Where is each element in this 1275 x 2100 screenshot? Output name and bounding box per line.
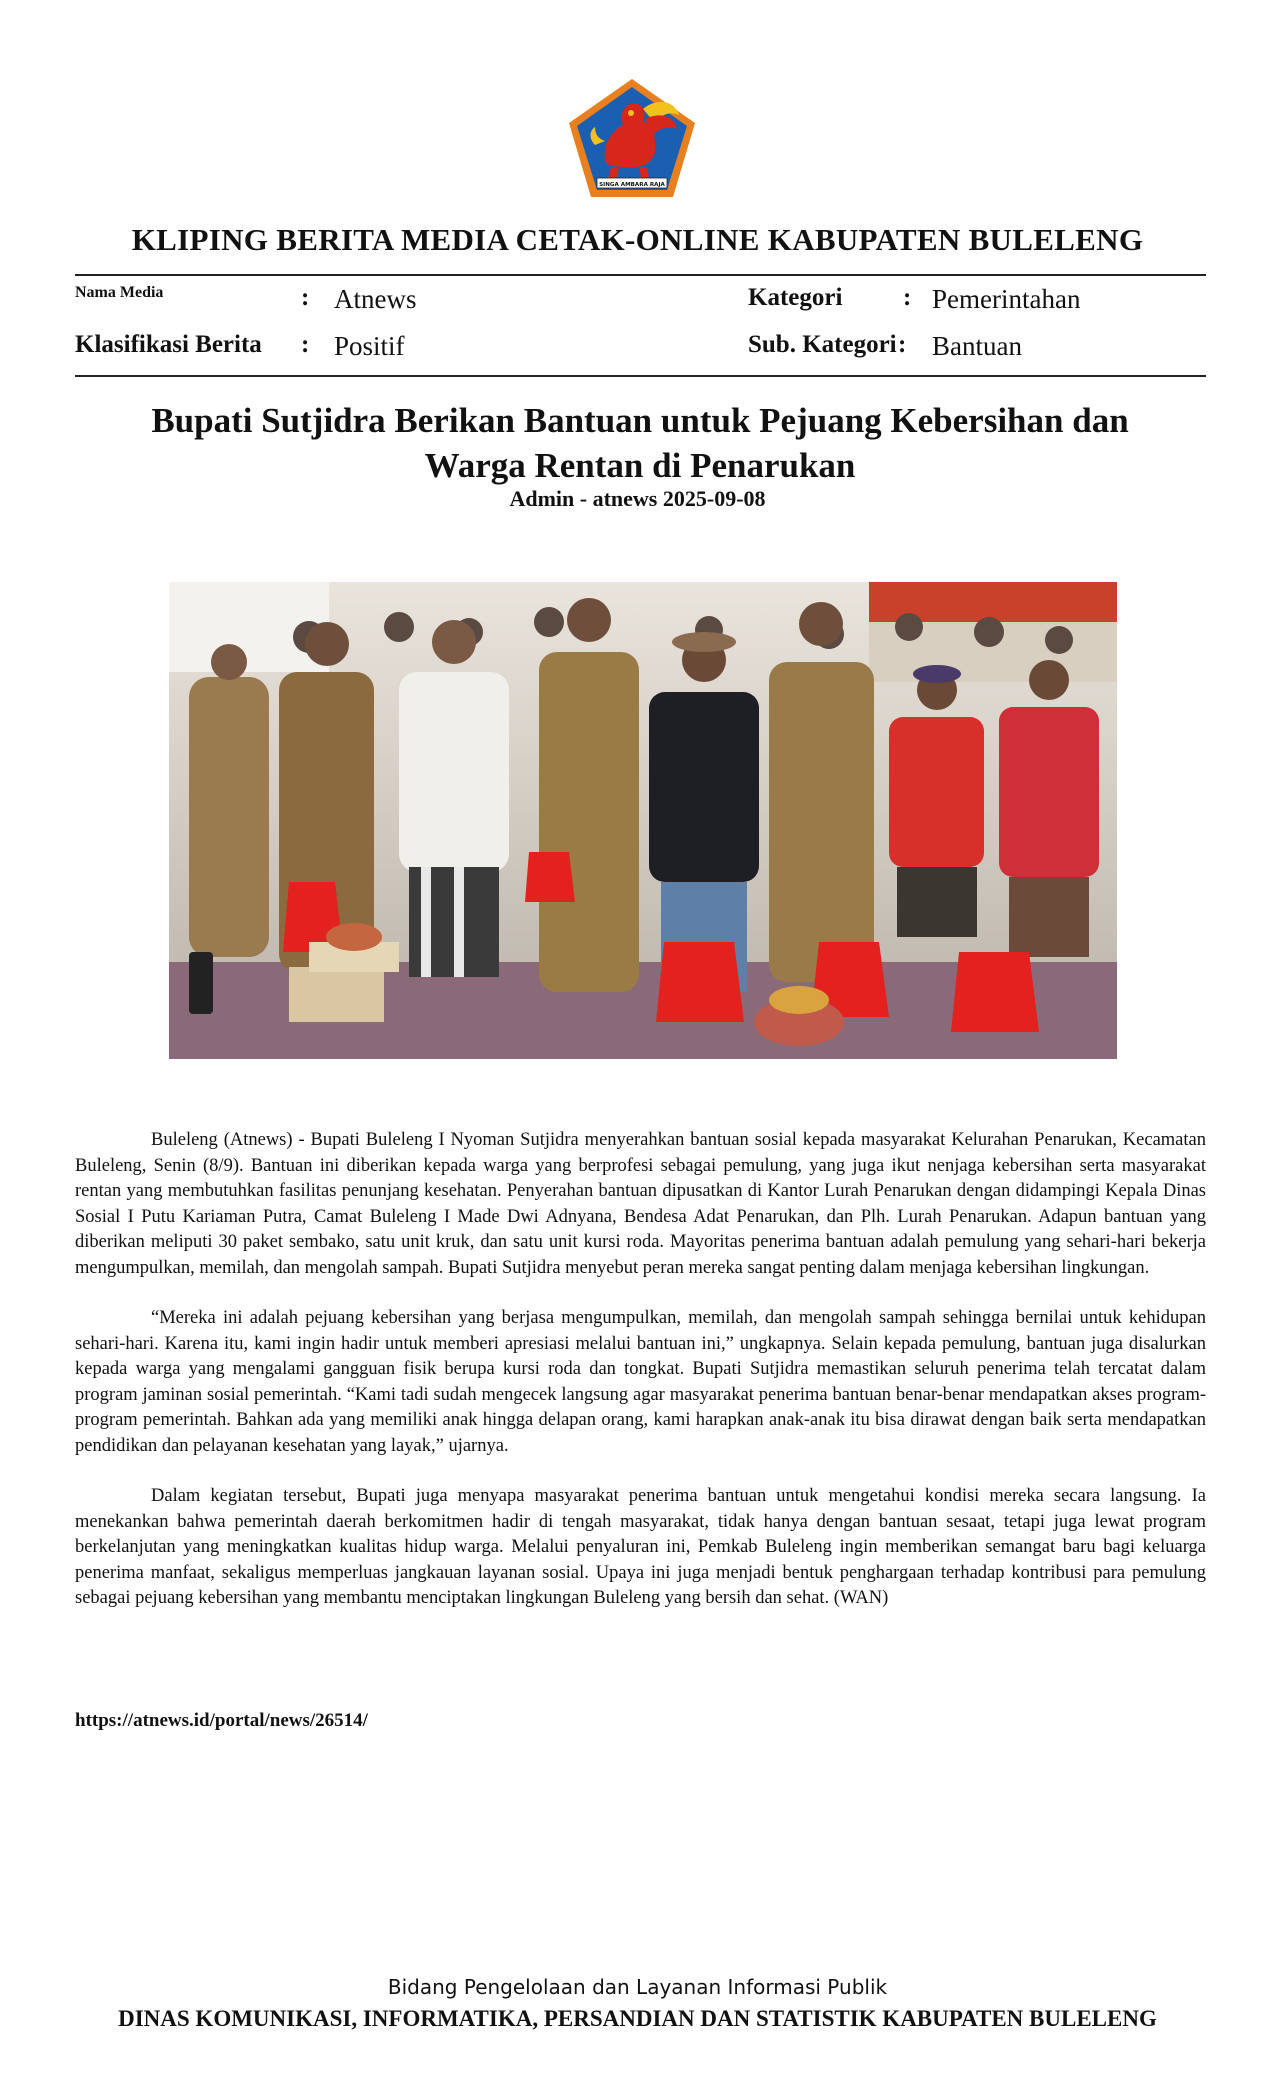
header-top-rule	[75, 274, 1206, 276]
clipping-header-title: KLIPING BERITA MEDIA CETAK-ONLINE KABUPATEN BULELENG	[131, 222, 1144, 257]
subcategory-label: Sub. Kategori	[748, 331, 897, 358]
media-name-label: Nama Media	[75, 284, 164, 301]
article-body	[75, 1128, 1206, 1637]
news-classification-colon: :	[301, 331, 310, 358]
subcategory-colon: :	[898, 331, 907, 358]
footer-agency-name: DINAS KOMUNIKASI, INFORMATIKA, PERSANDIAN DAN STATISTIK KABUPATEN BULELENG	[118, 2006, 1157, 2031]
buleleng-regency-logo	[565, 75, 699, 202]
singa-ambara-raja-emblem-icon	[565, 75, 699, 202]
article-paragraph: Dalam kegiatan tersebut, Bupati juga menyapa masyarakat penerima bantuan untuk mengetahui kondisi mereka secara langsung. Ia menekankan bahwa pemerintah daerah berkomitmen hadir di tengah masyarakat, tidak hanya dengan bantuan sesaat, tetapi juga lewat program berkelanjutan yang meningkatkan kualitas hidup warga. Melalui penyaluran ini, Pemkab Buleleng ingin memberikan semangat baru bagi keluarga penerima manfaat, sekaligus memperluas jangkauan layanan sosial. Upaya ini juga menjadi bentuk penghargaan terhadap kontribusi para pemulung sebagai pejuang kebersihan yang membantu menciptakan lingkungan Buleleng yang bersih dan sehat. (WAN)	[75, 1486, 1206, 1608]
category-label: Kategori	[748, 284, 843, 311]
news-classification-label: Klasifikasi Berita	[75, 331, 262, 358]
category-value: Pemerintahan	[932, 284, 1081, 314]
media-name-colon: :	[301, 284, 310, 311]
article-title: Bupati Sutjidra Berikan Bantuan untuk Pejuang Kebersihan dan Warga Rentan di Penarukan	[151, 401, 1129, 485]
subcategory-value: Bantuan	[932, 331, 1022, 361]
article-paragraph: “Mereka ini adalah pejuang kebersihan yang berjasa mengumpulkan, memilah, dan mengolah sampah sehingga bernilai untuk kehidupan sehari-hari. Karena itu, kami ingin hadir untuk memberi apresiasi melalui bantuan ini,” ungkapnya. Selain kepada pemulung, bantuan juga disalurkan kepada warga yang mengalami gangguan fisik berupa kursi roda dan tongkat. Bupati Sutjidra memastikan seluruh penerima telah tercatat dalam program jaminan sosial pemerintah. “Kami tadi sudah mengecek langsung agar masyarakat penerima bantuan benar-benar mendapatkan akses program-program pemerintah. Bahkan ada yang memiliki anak hingga delapan orang, kami harapkan anak-anak itu bisa dirawat dengan baik serta mendapatkan pendidikan dan pelayanan kesehatan yang layak,” ujarnya.	[75, 1308, 1206, 1456]
logo-banner-text: SINGA AMBARA RAJA	[599, 182, 665, 188]
group-photo-illustration	[169, 582, 1117, 1059]
media-name-value: Atnews	[334, 284, 417, 314]
news-classification-value: Positif	[334, 331, 405, 361]
article-paragraph: Buleleng (Atnews) - Bupati Buleleng I Nyoman Sutjidra menyerahkan bantuan sosial kepada masyarakat Kelurahan Penarukan, Kecamatan Buleleng, Senin (8/9). Bantuan ini diberikan kepada warga yang berprofesi sebagai pemulung, yang juga ikut nenjaga kebersihan serta masyarakat rentan yang membutuhkan fasilitas penunjang kesehatan. Penyerahan bantuan dipusatkan di Kantor Lurah Penarukan dengan didampingi Kepala Dinas Sosial I Putu Kariaman Putra, Camat Buleleng I Made Dwi Adnyana, Bendesa Adat Penarukan, dan Plh. Lurah Penarukan. Adapun bantuan yang diberikan meliputi 30 paket sembako, satu unit kruk, dan satu unit kursi roda. Mayoritas penerima bantuan adalah pemulung yang sehari-hari bekerja mengumpulkan, memilah, dan mengolah sampah. Bupati Sutjidra menyebut peran mereka sangat penting dalam menjaga kebersihan lingkungan.	[75, 1130, 1206, 1278]
source-url-link[interactable]: https://atnews.id/portal/news/26514/	[75, 1710, 368, 1731]
footer-division-name: Bidang Pengelolaan dan Layanan Informasi Publik	[387, 1975, 888, 1999]
article-byline: Admin - atnews 2025-09-08	[509, 486, 766, 511]
header-bottom-rule	[75, 375, 1206, 377]
article-photo	[169, 582, 1117, 1059]
category-colon: :	[903, 284, 912, 311]
